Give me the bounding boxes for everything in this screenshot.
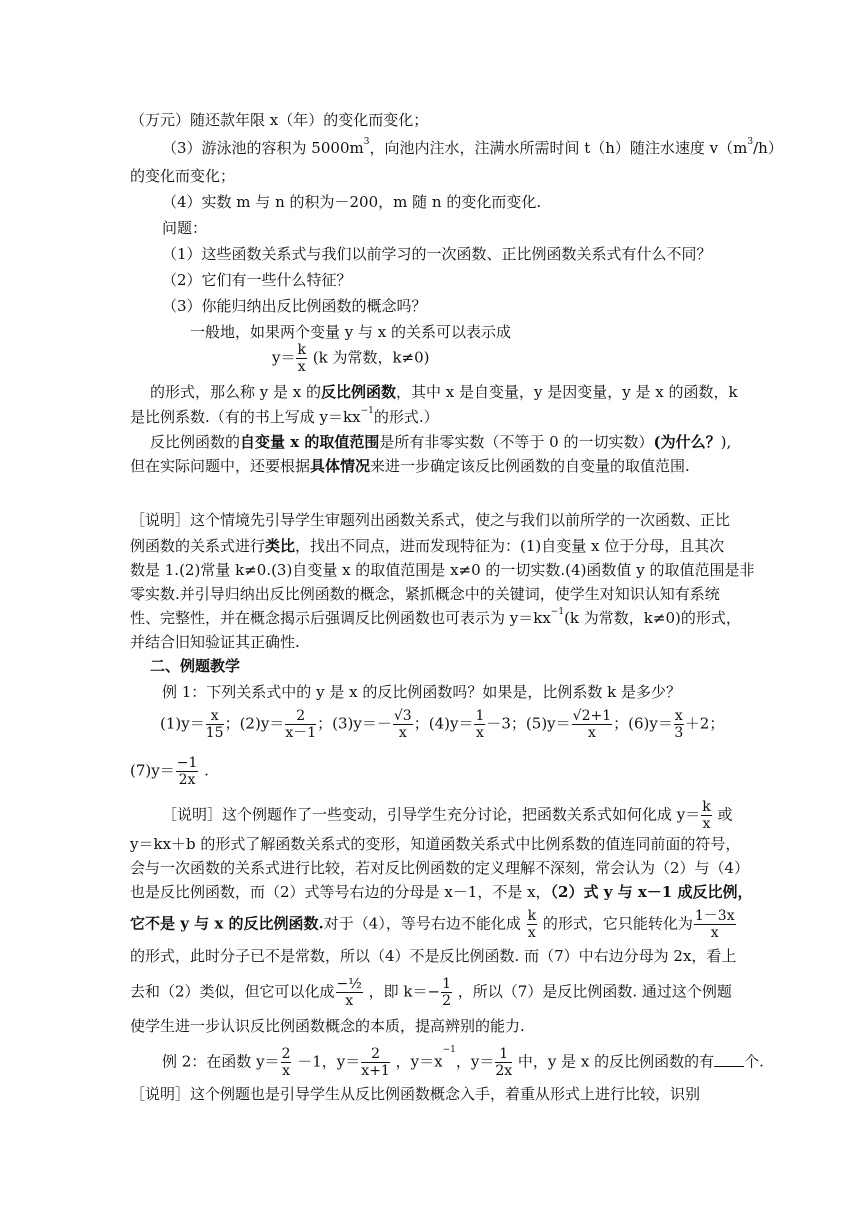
text-line: 也是反比例函数，而（2）式等号右边的分母是 x－1，不是 x，（2）式 y 与 x－1 成反比例， (130, 883, 753, 901)
formula-line: (7)y＝ $\frac{-1}{2x}$ . (130, 755, 209, 788)
formula-definition: y＝ $\frac{k}{x}$ (k 为常数，k≠0) (272, 342, 430, 375)
text-line: 的形式，此时分子已不是常数，所以（4）不是反比例函数. 而（7）中右边分母为 2x，看上 (130, 947, 737, 965)
text-line: 问题： (162, 219, 208, 237)
text-line: 反比例函数的自变量 x 的取值范围是所有非零实数（不等于 0 的一切实数）(为什么？), (150, 433, 732, 451)
text-line: 使学生进一步认识反比例函数概念的本质，提高辨别的能力. (130, 1017, 525, 1035)
fraction: $\frac{-1}{2x}$ (176, 755, 198, 788)
text-line: 一般地，如果两个变量 y 与 x 的关系可以表示成 (190, 323, 512, 341)
fraction: $\frac{k}{x}$ (702, 799, 711, 832)
answer-blank (714, 1052, 744, 1067)
text-line: 它不是 y 与 x 的反比例函数.对于（4），等号右边不能化成 $\frac{k}{x}$ 的形式，它只能转化为 $\frac{1-3x}{x}$ (130, 908, 735, 941)
text-line: y＝kx＋b 的形式了解函数关系式的变形，知道函数关系式中比例系数的值连同前面的符号， (130, 835, 741, 853)
fraction: $\frac{2}{x+1}$ (361, 1046, 390, 1079)
text-line: 会与一次函数的关系式进行比较，若对反比例函数的定义理解不深刻，常会认为（2）与（4） (130, 859, 750, 877)
fraction: −½ x (336, 976, 362, 1009)
text-line: 去和（2）类似，但它可以化成 −½ x ，即 k＝− $\frac{1}{2}$ ，所以（7）是反比例函数. 通过这个例题 (130, 976, 732, 1009)
section-title: 二、例题教学 (150, 657, 241, 675)
fraction: $\frac{x}{3}$ (674, 708, 684, 741)
text-line: 零实数.并引导归纳出反比例函数的概念，紧抓概念中的关键词，使学生对知识认知有系统 (130, 585, 720, 603)
text-line: ［说明］这个例题也是引导学生从反比例函数概念入手，着重从形式上进行比较，识别 (130, 1085, 701, 1103)
fraction: $\frac{1-3x}{x}$ (694, 908, 735, 941)
text-line: ［说明］这个情境先引导学生审题列出函数关系式，使之与我们以前所学的一次函数、正比 (130, 511, 731, 529)
text-line: 数是 1.(2)常量 k≠0.(3)自变量 x 的取值范围是 x≠0 的一切实数.(4)函数值 y 的取值范围是非 (130, 561, 755, 579)
text-line: 例函数的关系式进行类比，找出不同点，进而发现特征为：(1)自变量 x 位于分母，且其次 (130, 537, 725, 555)
fraction: $\frac{1}{x}$ (475, 708, 485, 741)
text-line: 性、完整性，并在概念揭示后强调反比例函数也可表示为 $y=kx^{-1}(k$ 为常数，k≠0)的形式， (130, 607, 741, 627)
text-line: （万元）随还款年限 x（年）的变化而变化； (130, 111, 429, 129)
fraction: $\frac{k}{x}$ (527, 908, 537, 941)
text-line: 是比例系数.（有的书上写成 $y=kx^{-1}$的形式.） (130, 406, 439, 426)
text-line: 例 1：下列关系式中的 y 是 x 的反比例函数吗？如果是，比例系数 k 是多少？ (162, 683, 681, 701)
text-line: ［说明］这个例题作了一些变动，引导学生充分讨论，把函数关系式如何化成 y＝ $\frac{k}{x}$ 或 (162, 799, 733, 832)
formula-line: 例 2：在函数 y＝ $\frac{2}{x}$ －1，y＝ $\frac{2}{x+1}$ ，$y=x^{-1}$，y＝ $\frac{1}{2x}$ 中，y 是 x 的反比例函数的有 个. (162, 1045, 764, 1079)
fraction: $\frac{1}{2}$ (442, 976, 451, 1009)
text-line: 并结合旧知验证其正确性. (130, 633, 300, 651)
fraction: $\frac{2}{x-1}$ (285, 708, 317, 741)
text-line: 但在实际问题中，还要根据具体情况来进一步确定该反比例函数的自变量的取值范围. (130, 457, 690, 475)
text-line: （2）它们有一些什么特征？ (162, 271, 352, 289)
text-line: 的变化而变化； (130, 167, 236, 185)
fraction: $\frac{2}{x}$ (281, 1046, 291, 1079)
fraction: $\frac{k}{x}$ (297, 342, 306, 375)
text-line: 的形式，那么称 y 是 x 的反比例函数，其中 x 是自变量，y 是因变量，y 是 x 的函数，k (150, 383, 738, 401)
fraction: $\frac{√3}{x}$ (393, 708, 412, 741)
fraction: $\frac{1}{2x}$ (495, 1046, 513, 1079)
text-line: （3）游泳池的容积为 $5000m^3$，向池内注水，注满水所需时间 t（h）随注水速度 $v(m^3/h)$ (162, 137, 783, 157)
text-line: （3）你能归纳出反比例函数的概念吗？ (162, 297, 427, 315)
text-line: （1）这些函数关系式与我们以前学习的一次函数、正比例函数关系式有什么不同？ (162, 245, 712, 263)
fraction: $\frac{x}{15}$ (205, 708, 224, 741)
text-line: （4）实数 m 与 n 的积为－200，m 随 n 的变化而变化. (162, 193, 542, 211)
formula-line: (1)y＝ $\frac{x}{15}$ ；(2)y＝ $\frac{2}{x-1}$ ；(3)y＝－ $\frac{√3}{x}$ ；(4)y＝ $\frac{1}{x}$ －3；(5)y＝ $\frac{√2+1}{x}$ ；(6)y＝ $\frac{x}{3}$ ＋2； (160, 708, 725, 741)
fraction: $\frac{√2+1}{x}$ (572, 708, 612, 741)
